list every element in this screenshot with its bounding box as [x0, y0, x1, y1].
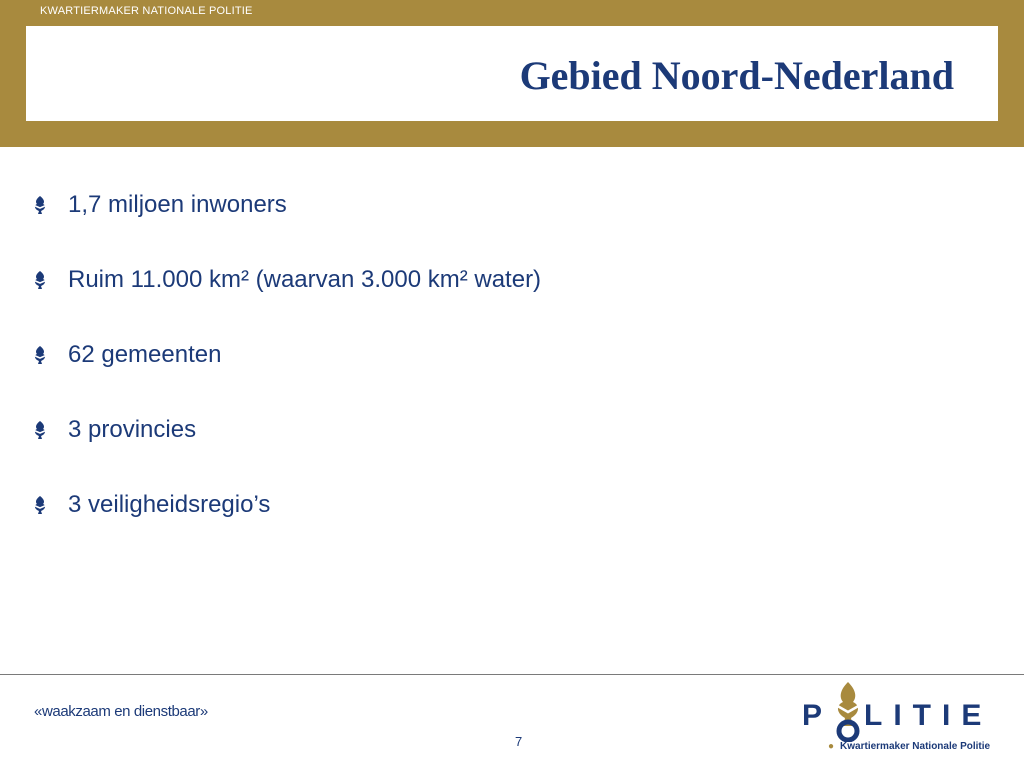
- header-band: [0, 0, 1024, 147]
- police-emblem-bullet-icon: [30, 263, 68, 295]
- slide-title: Gebied Noord-Nederland: [519, 53, 954, 98]
- logo-letters-litie: LITIE: [864, 699, 993, 732]
- bullet-text: 62 gemeenten: [68, 341, 222, 368]
- police-emblem-bullet-icon: [30, 338, 68, 370]
- logo-letter-p: P: [802, 699, 834, 732]
- bullet-text: 3 provincies: [68, 416, 197, 443]
- bullet-item: [30, 413, 541, 488]
- bullet-text: 1,7 miljoen inwoners: [68, 191, 287, 218]
- logo-subtitle: ● Kwartiermaker Nationale Politie: [828, 741, 991, 752]
- bullet-item: [30, 488, 541, 563]
- bullet-text: Ruim 11.000 km² (waarvan 3.000 km² water): [68, 266, 542, 293]
- politie-logo: [798, 680, 998, 760]
- police-emblem-bullet-icon: [30, 188, 68, 220]
- police-emblem-icon: [828, 680, 868, 742]
- page-number: 7: [515, 734, 523, 749]
- slogan: «waakzaam en dienstbaar»: [34, 703, 208, 720]
- bullet-text: 3 veiligheidsregio’s: [68, 491, 271, 518]
- bullet-list: [30, 188, 541, 563]
- bullet-dot-icon: ●: [828, 741, 835, 752]
- police-emblem-bullet-icon: [30, 413, 68, 445]
- police-emblem-bullet-icon: [30, 488, 68, 520]
- title-box: [26, 26, 998, 121]
- bullet-item: [30, 188, 541, 263]
- footer-divider: [0, 674, 1024, 675]
- bullet-item: [30, 338, 541, 413]
- bullet-item: [30, 263, 541, 338]
- organization-label: KWARTIERMAKER NATIONALE POLITIE: [40, 5, 253, 17]
